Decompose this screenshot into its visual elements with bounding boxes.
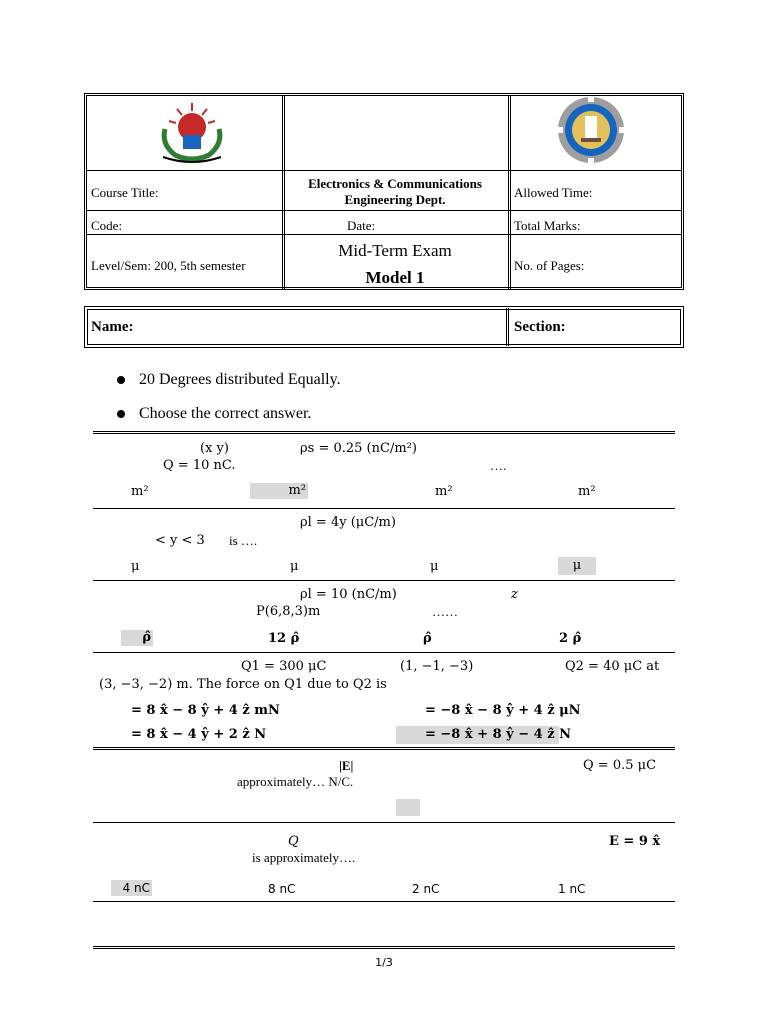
page-number: 1/3	[375, 956, 393, 969]
q5-answer-highlight	[396, 799, 420, 816]
q3-point: P(6,8,3)m	[256, 604, 321, 619]
question-rule	[93, 652, 675, 653]
date-label: Date:	[347, 218, 376, 233]
q6-option-a[interactable]: 4 nC	[111, 880, 152, 896]
q2-line-density: ρl = 4y (μC/m)	[300, 515, 396, 530]
q3-axis: z	[511, 587, 518, 602]
name-divider	[506, 308, 509, 346]
bullet-icon	[117, 376, 125, 384]
q3-option-d[interactable]: 2 ρ̂	[559, 631, 582, 646]
q3-option-c[interactable]: ρ̂	[423, 631, 432, 646]
footer-rule	[93, 946, 675, 949]
name-section-box	[84, 306, 684, 348]
instruction-degrees: 20 Degrees distributed Equally.	[139, 371, 341, 388]
header-row-line	[87, 210, 681, 211]
section-label: Section:	[514, 319, 566, 335]
q4-point1: (1, −1, −3)	[400, 659, 474, 674]
total-marks-label: Total Marks:	[514, 218, 581, 233]
q3-ellipsis: ……	[432, 604, 458, 619]
course-title-label: Course Title:	[91, 185, 159, 200]
department-name-line2: Engineering Dept.	[344, 192, 446, 207]
code-label: Code:	[91, 218, 123, 233]
section-rule	[93, 431, 675, 434]
bullet-icon	[117, 410, 125, 418]
q6-option-b[interactable]: 8 nC	[268, 882, 296, 896]
q5-statement: approximately… N/C.	[237, 774, 354, 789]
q2-option-c[interactable]: μ	[430, 559, 439, 574]
header-row-line	[87, 234, 681, 235]
question-rule	[93, 747, 675, 750]
q1-charge-density: ρs = 0.25 (nC/m²)	[300, 441, 417, 456]
q4-option-c[interactable]: = 8 x̂ − 4 ŷ + 2 ẑ N	[131, 727, 267, 742]
q1-option-d[interactable]: m²	[578, 484, 596, 499]
allowed-time-label: Allowed Time:	[514, 185, 593, 200]
q1-option-b[interactable]: m²	[250, 483, 308, 499]
q4-option-a[interactable]: = 8 x̂ − 8 ŷ + 4 ẑ mN	[131, 703, 280, 718]
q4-charge1: Q1 = 300 μC	[241, 659, 327, 674]
question-rule	[93, 580, 675, 581]
q1-plane: (x y)	[200, 441, 229, 456]
q3-option-a[interactable]: ρ̂	[121, 630, 153, 646]
q2-is: is ….	[229, 533, 258, 548]
university-logo	[155, 99, 229, 167]
question-rule	[93, 901, 675, 902]
instruction-choose: Choose the correct answer.	[139, 405, 312, 422]
q4-charge2: Q2 = 40 μC at	[565, 659, 660, 674]
q6-charge: Q	[288, 834, 299, 849]
q5-charge: Q = 0.5 μC	[583, 758, 657, 773]
q5-field-magnitude: |E|	[339, 758, 354, 773]
q3-option-b[interactable]: 12 ρ̂	[268, 631, 300, 646]
q6-option-c[interactable]: 2 nC	[412, 882, 440, 896]
q1-option-a[interactable]: m²	[131, 484, 149, 499]
q2-range: < y < 3	[155, 533, 205, 548]
pages-label: No. of Pages:	[514, 258, 585, 273]
exam-model: Model 1	[365, 268, 425, 287]
department-name-line1: Electronics & Communications	[308, 176, 482, 191]
name-label: Name:	[91, 319, 134, 335]
header-divider	[508, 95, 511, 290]
q4-option-d[interactable]: = −8 x̂ + 8 ŷ − 4 ẑ N	[425, 727, 572, 742]
q2-option-d[interactable]: μ	[558, 557, 596, 575]
exam-title: Mid-Term Exam	[338, 241, 452, 260]
q1-charge: Q = 10 nC.	[163, 458, 236, 473]
q6-option-d[interactable]: 1 nC	[558, 882, 586, 896]
q4-statement: (3, −3, −2) m. The force on Q1 due to Q2 is	[99, 677, 387, 692]
q4-option-b[interactable]: = −8 x̂ − 8 ŷ + 4 ẑ μN	[425, 703, 581, 718]
q6-statement: is approximately….	[252, 850, 356, 865]
q2-option-a[interactable]: μ	[131, 559, 140, 574]
faculty-logo	[547, 96, 635, 164]
question-rule	[93, 822, 675, 823]
header-row-line	[87, 170, 681, 171]
q3-line-density: ρl = 10 (nC/m)	[300, 587, 397, 602]
question-rule	[93, 508, 675, 509]
q2-option-b[interactable]: μ	[290, 559, 299, 574]
q1-ellipsis: ….	[490, 458, 507, 473]
q1-option-c[interactable]: m²	[435, 484, 453, 499]
level-semester-label: Level/Sem: 200, 5th semester	[91, 258, 246, 273]
q6-field: E = 9 x̂	[609, 834, 661, 849]
header-divider	[282, 95, 285, 290]
